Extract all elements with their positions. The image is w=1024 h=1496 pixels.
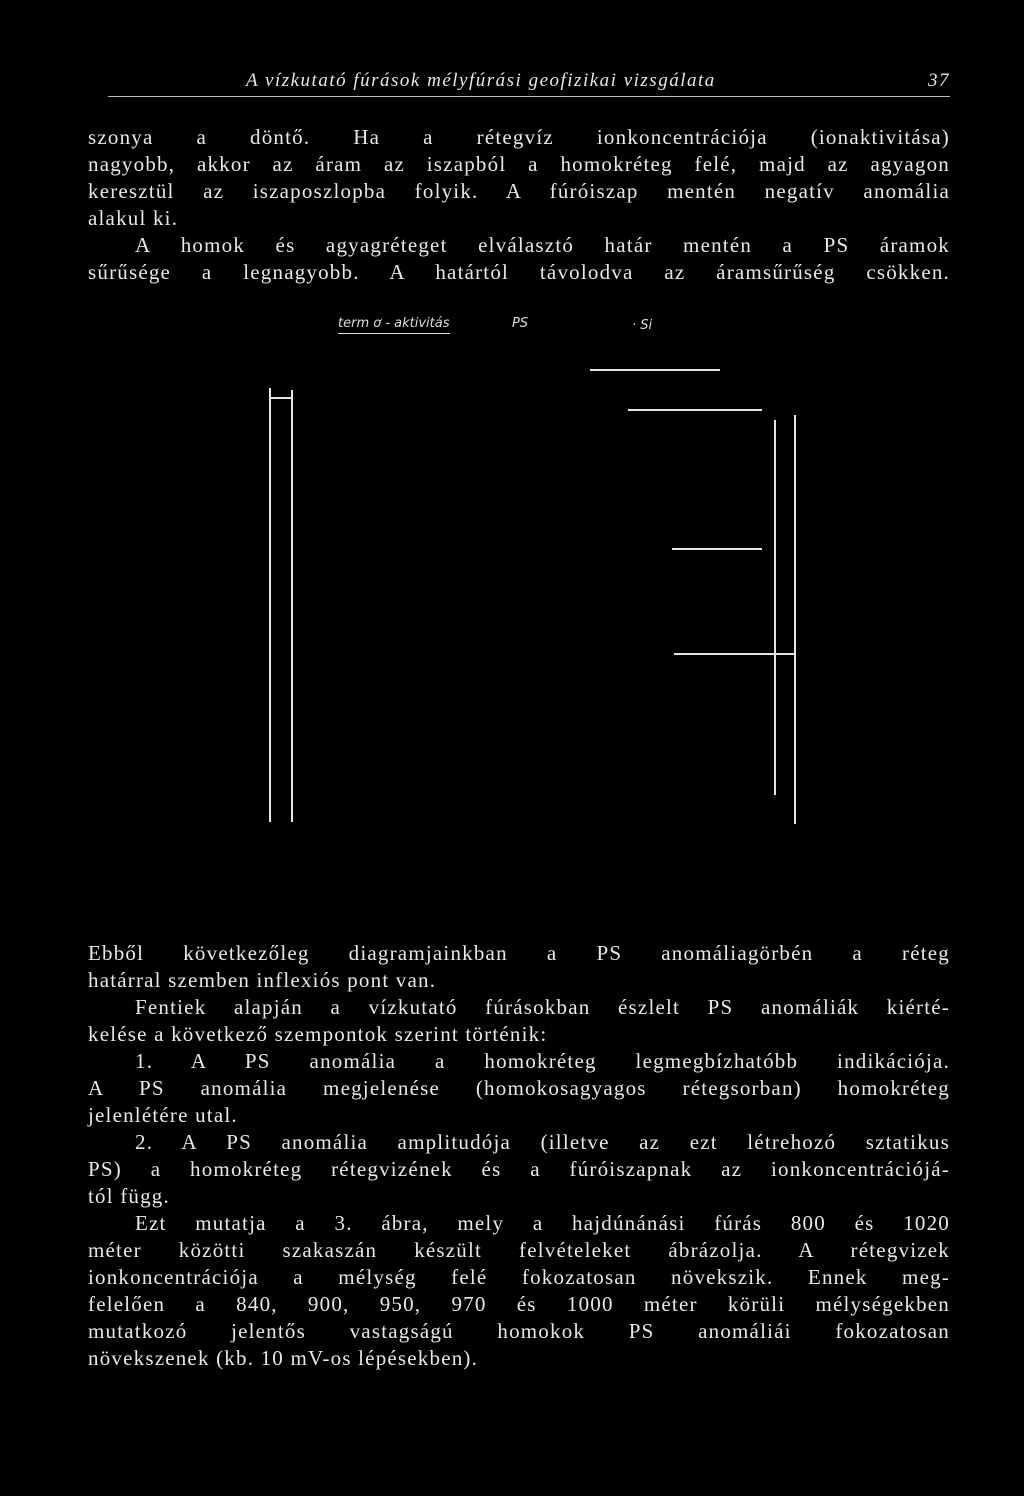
text-line: 2. A PS anomália amplitudója (illetve az ezt létrehozó sztatikus (135, 1130, 950, 1154)
text-line: kelése a következő szempontok szerint történik: (88, 1022, 548, 1046)
text-line: Ezt mutatja a 3. ábra, mely a hajdúnánási fúrás 800 és 1020 (135, 1211, 950, 1235)
text-line: határral szemben inflexiós pont van. (88, 968, 437, 992)
text-line: keresztül az iszaposzlopba folyik. A fúróiszap mentén negatív anomália (88, 179, 950, 203)
text-line: Ebből következőleg diagramjainkban a PS anomáliagörbén a réteg (88, 941, 950, 965)
running-title: A vízkutató fúrások mélyfúrási geofizikai vizsgálata (246, 70, 716, 91)
text-line: növekszenek (kb. 10 mV-os lépésekben). (88, 1346, 479, 1370)
text-line: A PS anomália megjelenése (homokosagyagos rétegsorban) homokréteg (88, 1076, 950, 1100)
page-number: 37 (928, 70, 950, 91)
text-line: ionkoncentrációja a mélység felé fokozatosan növekszik. Ennek meg- (88, 1265, 950, 1289)
text-line: mutatkozó jelentős vastagságú homokok PS anomáliái fokozatosan (88, 1319, 950, 1343)
text-line: szonya a döntő. Ha a rétegvíz ionkoncentrációja (ionaktivitása) (88, 125, 950, 149)
text-line: Fentiek alapján a vízkutató fúrásokban észlelt PS anomáliák kiérté- (135, 995, 950, 1019)
figure-label-ps: PS (512, 316, 529, 331)
body-text (88, 940, 950, 1372)
text-line: alakul ki. (88, 206, 179, 230)
figure-label-activity: term ơ - aktivitás (338, 316, 450, 334)
text-line: felelően a 840, 900, 950, 970 és 1000 méter körüli mélységekben (88, 1292, 950, 1316)
figure-label-ri: · Si (632, 318, 653, 333)
text-line: 1. A PS anomália a homokréteg legmegbízhatóbb indikációja. (135, 1049, 950, 1073)
text-line: tól függ. (88, 1184, 170, 1208)
text-line: méter közötti szakaszán készült felvételeket ábrázolja. A rétegvizek (88, 1238, 950, 1262)
text-line: PS) a homokréteg rétegvizének és a fúróiszapnak az ionkoncentrációjá- (88, 1157, 950, 1181)
text-line: nagyobb, akkor az áram az iszapból a homokréteg felé, majd az agyagon (88, 152, 950, 176)
text-line: A homok és agyagréteget elválasztó határ mentén a PS áramok (135, 233, 950, 257)
text-line: jelenlétére utal. (88, 1103, 238, 1127)
text-line: sűrűsége a legnagyobb. A határtól távolodva az áramsűrűség csökken. (88, 260, 950, 284)
